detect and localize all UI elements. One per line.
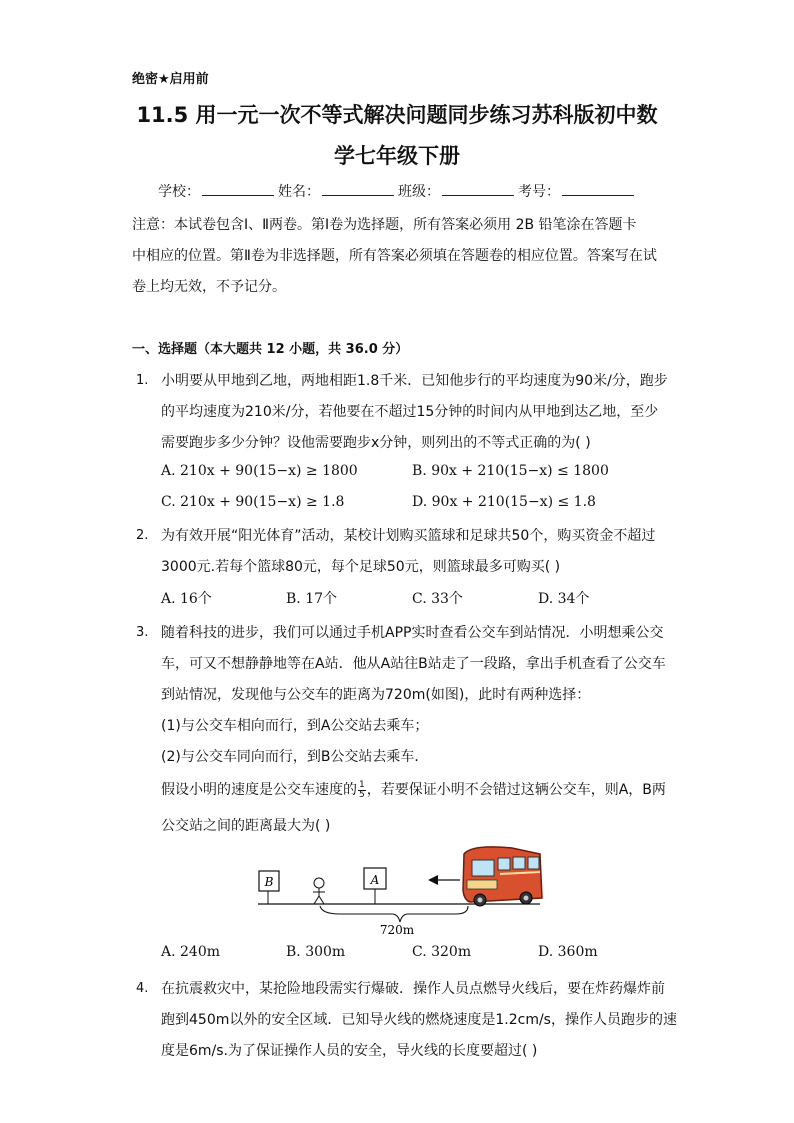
section-title: 一、选择题（本大题共 12 小题，共 36.0 分） (132, 342, 409, 357)
distance-brace (320, 906, 468, 922)
notice-line2: 中相应的位置。第Ⅱ卷为非选择题，所有答案必须填在答题卷的相应位置。答案写在试 (132, 248, 657, 264)
class-blank[interactable] (442, 181, 514, 196)
option-c[interactable]: C. 33个 (412, 591, 463, 607)
school-blank[interactable] (202, 181, 274, 196)
class-label: 班级： (398, 184, 440, 200)
page-title-line1: 11.5 用一元一次不等式解决问题同步练习苏科版初中数 (136, 103, 658, 127)
question-number: 3. (136, 625, 149, 640)
bus-icon (463, 847, 542, 906)
question-text-part: 假设小明的速度是公交车速度的 (161, 782, 357, 798)
fraction-denominator: 5 (359, 789, 365, 800)
question-text-line (161, 779, 666, 800)
fraction-numerator: 1 (359, 779, 365, 790)
name-blank[interactable] (322, 181, 394, 196)
question-text-line: 跑到450m以外的安全区域．已知导火线的燃烧速度是1.2cm/s，操作人员跑步的速 (161, 1012, 677, 1028)
fraction-one-fifth (358, 781, 366, 800)
question-text-line: (1)与公交车相向而行，到A公交站去乘车； (161, 718, 429, 734)
bus-stop-figure (250, 840, 550, 940)
option-a[interactable]: A. 16个 (161, 591, 212, 607)
question-text-line: 度是6m/s.为了保证操作人员的安全，导火线的长度要超过( ) (161, 1043, 538, 1059)
option-b[interactable]: B. 90x + 210(15−x) ≤ 1800 (412, 463, 609, 479)
option-a[interactable]: A. 210x + 90(15−x) ≥ 1800 (161, 463, 358, 479)
question-text-line: 为有效开展“阳光体育”活动，某校计划购买篮球和足球共50个，购买资金不超过 (161, 528, 656, 544)
student-info-row (158, 181, 638, 201)
option-d[interactable]: D. 34个 (538, 591, 590, 607)
arrow-head-icon (428, 875, 438, 885)
question-text-line: 的平均速度为210米/分，若他要在不超过15分钟的时间内从甲地到达乙地，至少 (161, 404, 659, 420)
question-text-line: 车，可又不想静静地等在A站．他从A站往B站走了一段路，拿出手机查看了公交车 (161, 656, 666, 672)
stop-b-label: B (264, 875, 274, 889)
option-d[interactable]: D. 90x + 210(15−x) ≤ 1.8 (412, 494, 596, 510)
school-label: 学校： (158, 184, 200, 200)
secret-label: 绝密★启用前 (132, 72, 209, 87)
page-title-line2: 学七年级下册 (334, 144, 460, 168)
notice-line3: 卷上均无效，不予记分。 (132, 279, 286, 295)
question-text-line: 小明要从甲地到乙地，两地相距1.8千米．已知他步行的平均速度为90米/分，跑步 (161, 373, 668, 389)
number-label: 考号： (518, 184, 560, 200)
question-text-line: 随着科技的进步，我们可以通过手机APP实时查看公交车到站情况．小明想乘公交 (161, 625, 664, 641)
question-text-line: (2)与公交车同向而行，到B公交站去乘车． (161, 749, 429, 765)
option-c[interactable]: C. 210x + 90(15−x) ≥ 1.8 (161, 494, 345, 510)
option-d[interactable]: D. 360m (538, 944, 598, 960)
option-b[interactable]: B. 300m (286, 944, 346, 960)
option-b[interactable]: B. 17个 (286, 591, 338, 607)
question-text-line: 到站情况，发现他与公交车的距离为720m(如图)，此时有两种选择： (161, 687, 591, 703)
number-blank[interactable] (562, 181, 634, 196)
stop-a-label: A (370, 873, 380, 887)
question-number: 2. (136, 528, 149, 543)
notice-line1: 注意：本试卷包含Ⅰ、Ⅱ两卷。第Ⅰ卷为选择题，所有答案必须用 2B 铅笔涂在答题卡 (132, 217, 637, 233)
option-a[interactable]: A. 240m (161, 944, 221, 960)
question-text-line: 公交站之间的距离最大为( ) (161, 818, 331, 834)
question-text-line: 在抗震救灾中，某抢险地段需实行爆破．操作人员点燃导火线后，要在炸药爆炸前 (161, 981, 665, 997)
question-text-line: 需要跑步多少分钟？设他需要跑步x分钟，则列出的不等式正确的为( ) (161, 435, 591, 451)
name-label: 姓名： (278, 184, 320, 200)
person-icon (313, 878, 325, 904)
question-number: 1. (136, 373, 149, 388)
distance-label: 720m (379, 923, 415, 937)
question-text-line: 3000元.若每个篮球80元，每个足球50元，则篮球最多可购买( ) (161, 559, 561, 575)
option-c[interactable]: C. 320m (412, 944, 472, 960)
question-number: 4. (136, 981, 149, 996)
question-text-part: ，若要保证小明不会错过这辆公交车，则A，B两 (366, 782, 666, 798)
